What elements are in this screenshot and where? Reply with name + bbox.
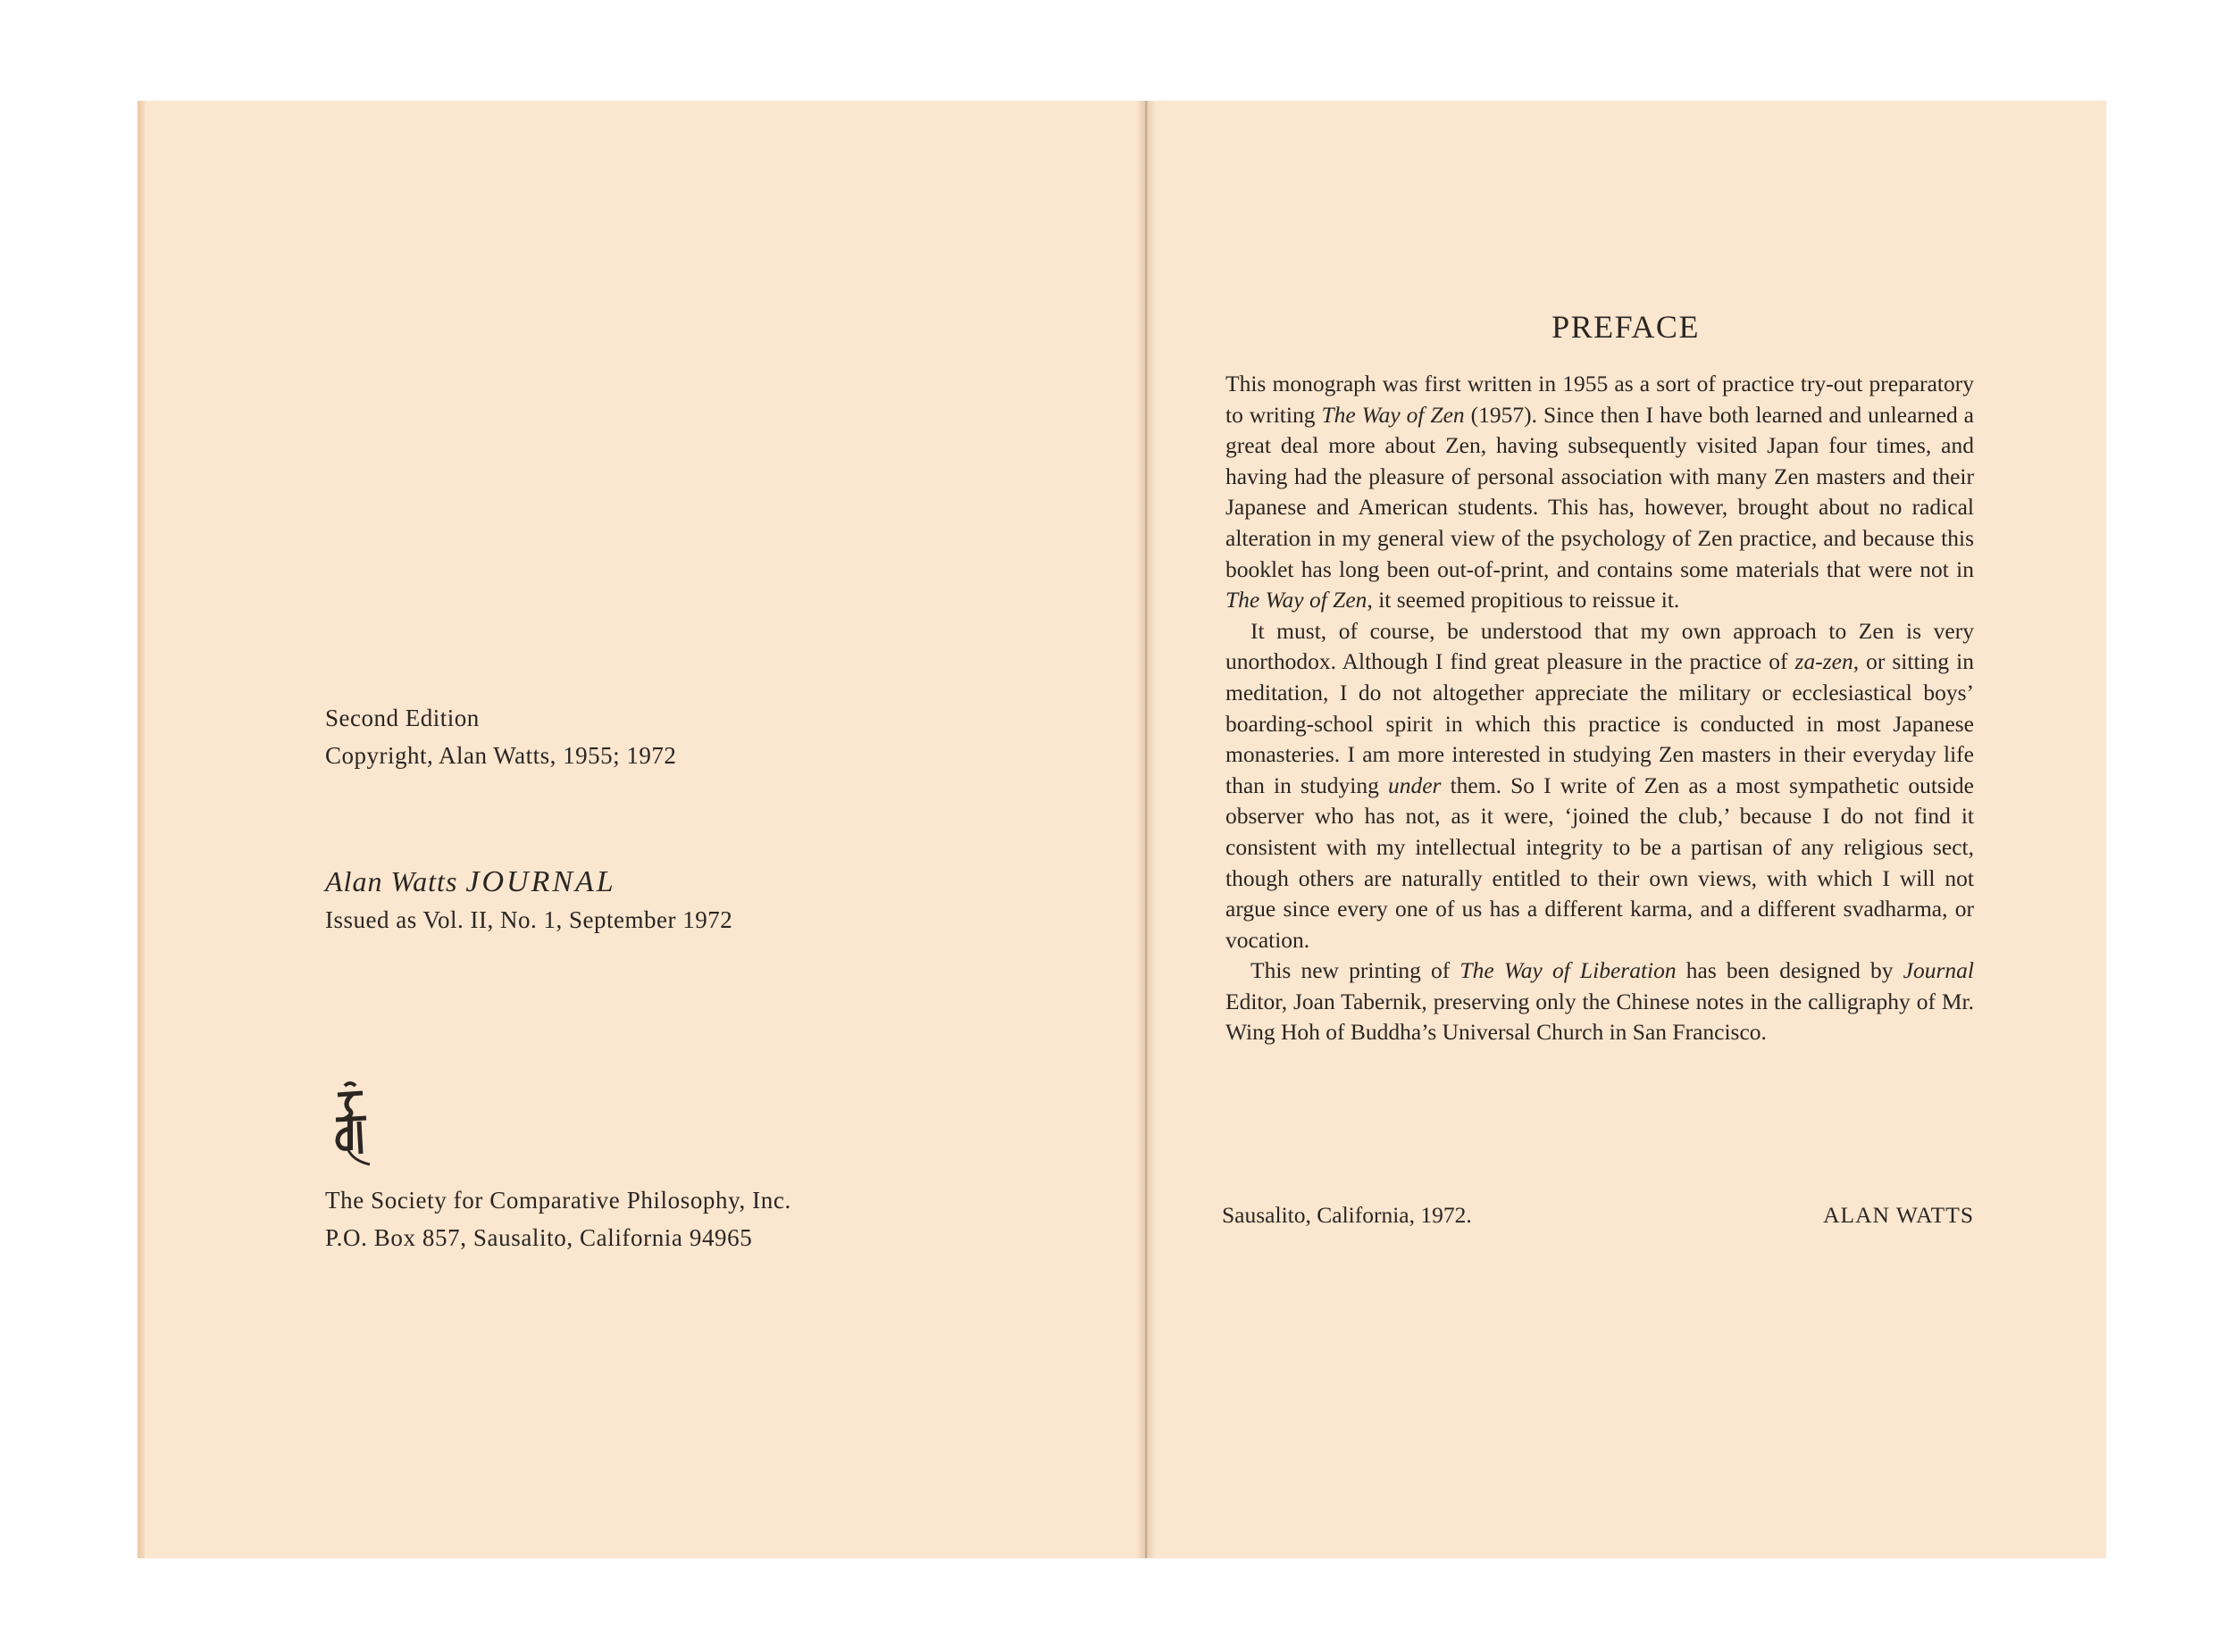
book-spread	[138, 101, 2106, 1558]
text-run: (1957). Since then I have both learned and unlearned a great deal more about Zen, having subsequently visited Japan four times, and having had the pleasure of personal association with many Zen masters and their Japanese and American students. This has, however, brought about no radical alteration in my general view of the psychology of Zen practice, and because this booklet has long been out-of-print, and contains some materials that were not in	[1225, 401, 1975, 582]
signoff	[1222, 1202, 1974, 1229]
publisher-line: The Society for Comparative Philosophy, Inc.	[325, 1187, 791, 1214]
book-title-italic: The Way of Zen	[1225, 587, 1367, 613]
book-title-italic: The Way of Zen	[1321, 401, 1465, 428]
right-page	[1145, 101, 2106, 1558]
address-line: P.O. Box 857, Sausalito, California 94965	[325, 1224, 753, 1251]
text-run: This new printing of	[1250, 957, 1460, 984]
preface-title: PREFACE	[1551, 309, 1700, 345]
term-italic: za-zen	[1794, 648, 1853, 675]
edition-line: Second Edition	[325, 705, 480, 731]
journal-prefix: Alan Watts	[325, 865, 458, 897]
copyright-line: Copyright, Alan Watts, 1955; 1972	[325, 742, 677, 769]
text-run: Editor, Joan Tabernik, preserving only the Chinese notes in the calligraphy of Mr. Wing Hoh of Buddha’s Universal Church in San Francisco.	[1225, 988, 1974, 1046]
text-run: them. So I write of Zen as a most sympathetic outside observer who has not, as it were, ‘joined the club,’ because I do not find it consistent with my intellectual integrity to be a partisan of any religious sect, though others are naturally entitled to their own views, with which I will not argue since every one of us has a different karma, and a different svadharma, or vocation.	[1225, 772, 1974, 953]
journal-block	[325, 863, 732, 939]
left-page	[138, 101, 1145, 1558]
preface-paragraph-1	[1225, 369, 1974, 616]
text-run: , or sitting in meditation, I do not altogether appreciate the military or ecclesiastical boys’ boarding-school spirit in which this practice is conducted in most Japanese monasteries. I am more interested in studying Zen masters in their everyday life than in studying	[1225, 648, 1974, 798]
journal-name	[325, 863, 732, 901]
preface-paragraph-2	[1225, 616, 1974, 956]
text-run: It must, of course, be understood that my own approach to Zen is very unorthodox. Although I find great pleasure in the practice of	[1225, 617, 1974, 675]
author-name: ALAN WATTS	[1823, 1202, 1974, 1228]
siddham-seal-icon	[327, 1079, 373, 1168]
preface-paragraph-3	[1225, 955, 1974, 1048]
issue-line: Issued as Vol. II, No. 1, September 1972	[325, 906, 733, 933]
place-date: Sausalito, California, 1972.	[1222, 1202, 1472, 1228]
text-run: has been designed by	[1676, 957, 1903, 984]
text-run: , it seemed propitious to reissue it.	[1367, 587, 1680, 613]
book-title-italic: The Way of Liberation	[1459, 957, 1677, 984]
preface-body	[1225, 369, 1974, 1048]
journal-italic: Journal	[1903, 957, 1974, 984]
emphasis-italic: under	[1387, 772, 1442, 798]
edition-block	[325, 699, 676, 774]
text-run: This monograph was first written in 1955 as a sort of practice try-out preparatory to writing	[1225, 371, 1974, 428]
journal-title: JOURNAL	[465, 865, 616, 898]
publisher-block	[325, 1181, 791, 1256]
